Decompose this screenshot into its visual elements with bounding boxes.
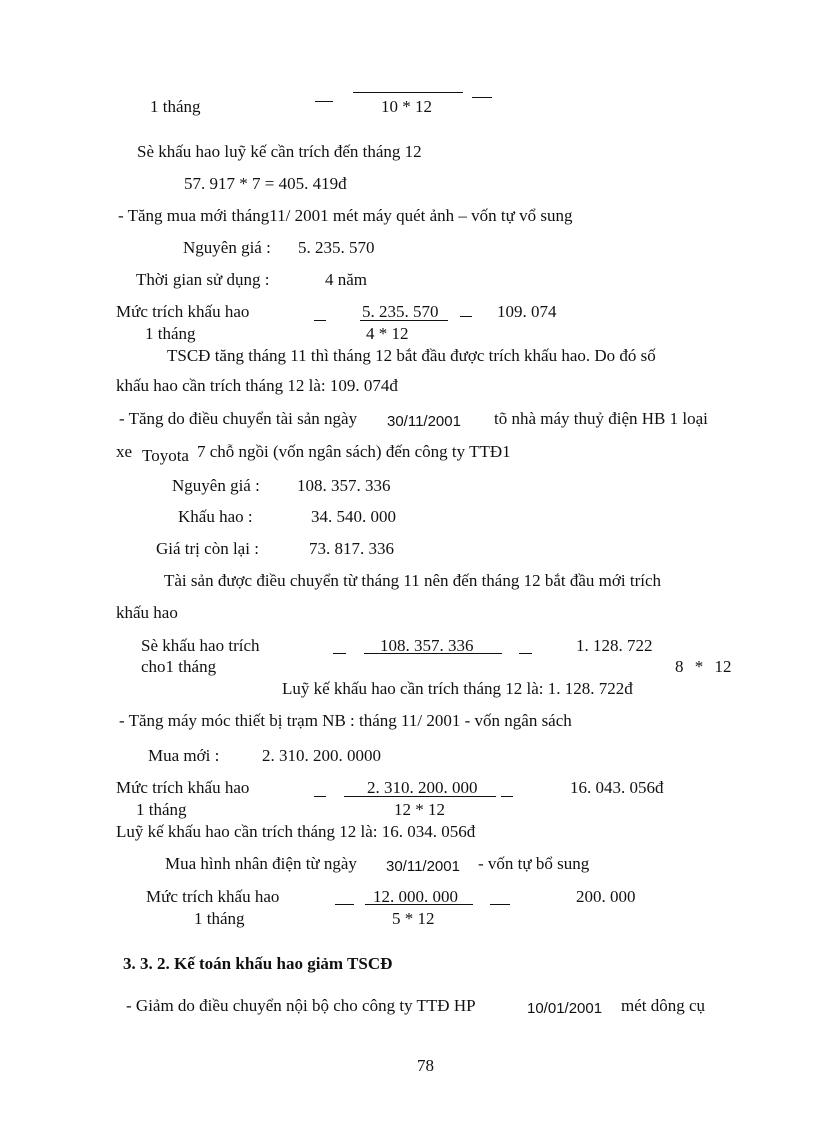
fraction-bar: [353, 92, 463, 93]
paragraph-line: khấu hao cần trích tháng 12 là: 109. 074đ: [116, 376, 398, 395]
equals-sign: [315, 101, 333, 102]
increase-item-scanner: - Tăng mua mới tháng11/ 2001 mét máy quét ảnh – vốn tự vổ sung: [118, 206, 573, 225]
original-cost-value: 5. 235. 570: [298, 238, 375, 257]
paragraph-line: TSCĐ tăng tháng 11 thì tháng 12 bắt đầu được trích khấu hao. Do đó số: [167, 346, 656, 365]
fraction-bar: [365, 904, 473, 905]
equals-sign: [519, 653, 532, 654]
cumulative-line: Luỹ kế khấu hao cần trích tháng 12 là: 1. 128. 722đ: [282, 679, 633, 698]
fraction-bar: [360, 320, 448, 321]
section-heading: 3. 3. 2. Kế toán khấu hao giảm TSCĐ: [123, 954, 393, 973]
formula-label: Mức trích khấu hao: [146, 887, 280, 906]
fraction-numerator: 2. 310. 200. 000: [367, 778, 478, 797]
fraction-denominator: 12 * 12: [394, 800, 445, 819]
fraction-denominator: 5 * 12: [392, 909, 435, 928]
equals-sign: [333, 653, 346, 654]
transfer-date: 30/11/2001: [387, 413, 461, 430]
purchase-item: Mua hình nhân điện từ ngày: [165, 854, 357, 873]
page-number: 78: [417, 1056, 434, 1075]
transfer-date: 10/01/2001: [527, 1000, 603, 1017]
original-cost-value: 108. 357. 336: [297, 476, 391, 495]
fraction-bar: [364, 653, 502, 654]
increase-item-transfer: - Tăng do điều chuyển tài sản ngày: [119, 409, 358, 428]
residual-value-label: Giá trị còn lại :: [156, 539, 259, 558]
fraction-denominator: 4 * 12: [366, 324, 409, 343]
formula-period: 1 tháng: [136, 800, 187, 819]
equals-sign: [501, 796, 513, 797]
period-label-1: 1 tháng: [150, 97, 201, 116]
paragraph-word: xe: [116, 442, 133, 461]
equals-sign: [472, 97, 492, 98]
paragraph-line: Tài sản được điều chuyển từ tháng 11 nên đến tháng 12 bắt đầu mới trích: [164, 571, 662, 590]
increase-item-equipment: - Tăng máy móc thiết bị trạm NB : tháng 11/ 2001 - vốn ngân sách: [119, 711, 572, 730]
original-cost-label: Nguyên giá :: [183, 238, 271, 257]
new-purchase-value: 2. 310. 200. 0000: [262, 746, 381, 765]
fraction-denominator: 8 * 12: [675, 657, 732, 676]
formula-result: 16. 043. 056đ: [570, 778, 664, 797]
calculation-line: 57. 917 * 7 = 405. 419đ: [184, 174, 347, 193]
useful-life-label: Thời gian sử dụng :: [136, 270, 270, 289]
useful-life-value: 4 năm: [325, 270, 368, 289]
formula-period: cho1 tháng: [141, 657, 217, 676]
formula-period: 1 tháng: [194, 909, 245, 928]
equals-sign: [314, 796, 326, 797]
new-purchase-label: Mua mới :: [148, 746, 220, 765]
fraction-numerator: 5. 235. 570: [362, 302, 439, 321]
residual-value: 73. 817. 336: [309, 539, 394, 558]
formula-result: 200. 000: [576, 887, 636, 906]
fraction-denominator-1: 10 * 12: [381, 97, 432, 116]
formula-label: Mức trích khấu hao: [116, 778, 250, 797]
equals-sign: [314, 320, 326, 321]
purchase-date: 30/11/2001: [386, 858, 460, 875]
fraction-bar: [344, 796, 496, 797]
formula-result: 109. 074: [497, 302, 557, 321]
decrease-asset: mét dông cụ: [621, 996, 706, 1015]
equals-sign: [335, 904, 354, 905]
paragraph-line: khấu hao: [116, 603, 178, 622]
original-cost-label: Nguyên giá :: [172, 476, 260, 495]
transfer-source: tõ nhà máy thuỷ điện HB 1 loại: [494, 409, 708, 428]
depreciation-value: 34. 540. 000: [311, 507, 396, 526]
formula-result: 1. 128. 722: [576, 636, 653, 655]
formula-label: Mức trích khấu hao: [116, 302, 250, 321]
cumulative-line: Luỹ kế khấu hao cần trích tháng 12 là: 16. 034. 056đ: [116, 822, 476, 841]
equals-sign: [460, 316, 472, 317]
cumulative-label: Sè khấu hao luỹ kế cần trích đến tháng 12: [137, 142, 422, 161]
formula-period: 1 tháng: [145, 324, 196, 343]
formula-label: Sè khấu hao trích: [141, 636, 260, 655]
fraction-numerator: 108. 357. 336: [380, 636, 474, 655]
depreciation-label: Khấu hao :: [178, 507, 253, 526]
fraction-numerator: 12. 000. 000: [373, 887, 458, 906]
decrease-item: - Giảm do điều chuyển nội bộ cho công ty TTĐ HP: [126, 996, 476, 1015]
purchase-source: - vốn tự bổ sung: [478, 854, 590, 873]
vehicle-brand: Toyota: [142, 446, 189, 465]
equals-sign: [490, 904, 510, 905]
vehicle-description: 7 chỗ ngồi (vốn ngân sách) đến công ty TTĐ1: [197, 442, 511, 461]
